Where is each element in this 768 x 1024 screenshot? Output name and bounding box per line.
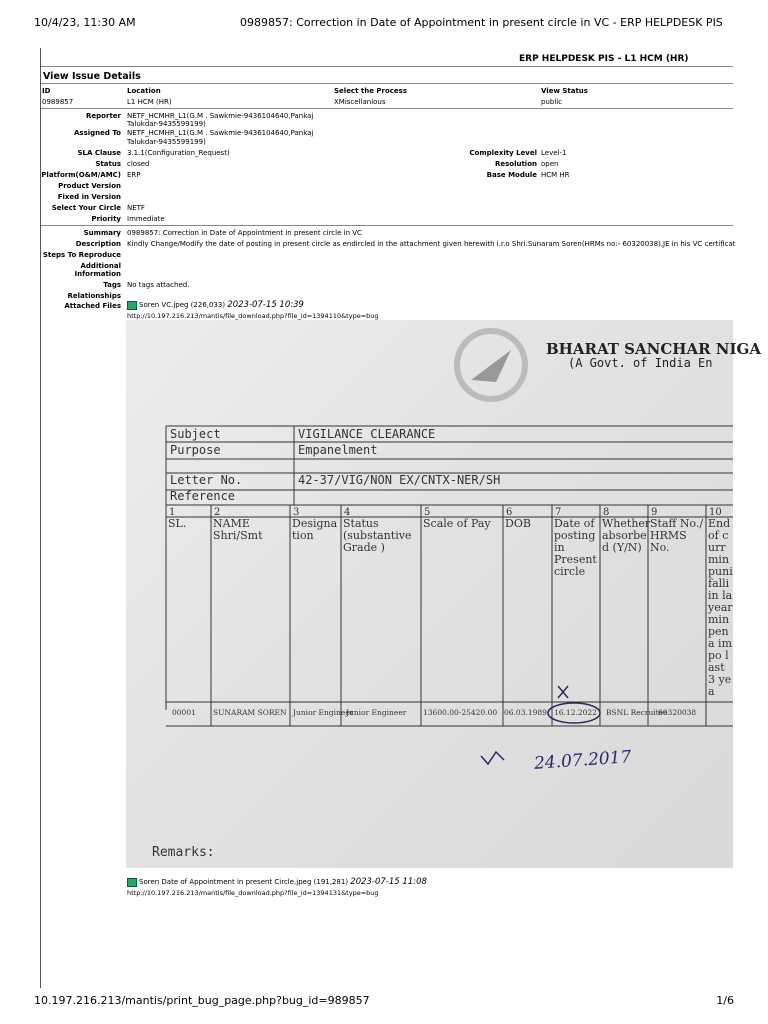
base-module-value: HCM HR: [541, 171, 570, 179]
row-cell: Junior Engineer: [346, 708, 407, 717]
issue-id: 0989857: [42, 98, 74, 106]
col-number: 7: [555, 507, 562, 518]
platform-label: Platform(O&M/AMC): [41, 171, 121, 179]
row-cell: 16.12.2022: [554, 708, 597, 717]
subject-label: Subject: [170, 427, 221, 441]
helpdesk-title: ERP HELPDESK PIS - L1 HCM (HR): [519, 54, 689, 64]
header-cell: Designa tion: [292, 517, 338, 542]
col-number: 4: [344, 507, 351, 518]
col-number: 8: [603, 507, 610, 518]
issue-view-status: public: [541, 98, 563, 106]
relationships-label: Relationships: [67, 292, 121, 300]
sla-label: SLA Clause: [77, 149, 121, 157]
image-file-icon: [127, 301, 137, 310]
divider: [41, 108, 733, 109]
resolution-label: Resolution: [494, 160, 537, 168]
row-cell: 06.03.1989: [504, 708, 547, 717]
page-number: 1/6: [716, 994, 734, 1007]
col-number: 10: [709, 507, 722, 518]
platform-value: ERP: [127, 171, 141, 179]
view-status-header: View Status: [541, 87, 588, 95]
description-label: Description: [75, 240, 121, 248]
assigned-value-1: NETF_HCMHR_L1(G.M . Sawkmie-9436104640,Pankaj: [127, 129, 314, 137]
reporter-value-2: Talukdar-9435599199): [127, 120, 206, 128]
additional-label-2: Information: [74, 270, 121, 278]
handwritten-date: 24.07.2017: [533, 747, 632, 774]
header-cell: End of curr min puni falli in la year min pena impo last 3 yea: [708, 517, 733, 698]
print-page-title: 0989857: Correction in Date of Appointment in present circle in VC - ERP HELPDESK PIS: [240, 16, 723, 29]
process-header: Select the Process: [334, 87, 408, 95]
subject-value: VIGILANCE CLEARANCE: [298, 427, 436, 441]
purpose-label: Purpose: [170, 443, 221, 457]
row-cell: Junior Engineer: [293, 708, 354, 717]
additional-label-1: Additional: [80, 262, 121, 270]
location-header: Location: [127, 87, 161, 95]
attachment-2-timestamp: 2023-07-15 11:08: [350, 877, 427, 887]
summary-value: 0989857: Correction in Date of Appointment in present circle in VC: [127, 229, 362, 237]
divider: [41, 83, 733, 84]
row-cell: 00001: [172, 708, 196, 717]
complexity-label: Complexity Level: [469, 149, 537, 157]
print-header: [34, 16, 734, 30]
row-cell: 60320038: [658, 708, 697, 717]
divider: [41, 225, 733, 226]
bsnl-logo-icon: [457, 331, 525, 399]
attachment-1-image[interactable]: [126, 320, 761, 868]
col-number: 3: [293, 507, 300, 518]
tick-mark: [481, 752, 504, 764]
assigned-value-2: Talukdar-9435599199): [127, 138, 206, 146]
assigned-label: Assigned To: [74, 129, 121, 137]
reporter-value-1: NETF_HCMHR_L1(G.M . Sawkmie-9436104640,Pankaj: [127, 112, 314, 120]
print-datetime: 10/4/23, 11:30 AM: [34, 16, 136, 29]
description-value: Kindly Change/Modify the date of posting in present circle as endircled in the attachment given herewith i.r.o Shri.Sunaram Soren(HRMs no:- 60320038),JE in his VC certificat: [127, 240, 736, 248]
divider: [41, 66, 733, 67]
header-cell: Staff No./ HRMS No.: [650, 517, 704, 554]
col-number: 2: [214, 507, 221, 518]
header-cell: SL.: [168, 517, 187, 530]
header-cell: DOB: [505, 517, 531, 530]
reporter-label: Reporter: [86, 112, 121, 120]
tags-value: No tags attached.: [127, 281, 190, 289]
remarks-label: Remarks:: [152, 845, 215, 860]
priority-label: Priority: [91, 215, 121, 223]
header-cell: Date of posting in Present circle: [554, 517, 597, 578]
vc-document-photo: [126, 320, 761, 868]
view-issue-title: View Issue Details: [43, 71, 141, 82]
image-file-icon: [127, 878, 137, 887]
tags-label: Tags: [103, 281, 121, 289]
reference-label: Reference: [170, 489, 236, 503]
header-cell: NAME Shri/Smt: [213, 517, 263, 542]
letter-value: 42-37/VIG/NON EX/CNTX-NER/SH: [298, 473, 501, 487]
org-subtitle: (A Govt. of India En: [568, 356, 713, 370]
attachment-2-name[interactable]: Soren Date of Appointment in present Circle.jpeg (191,281): [139, 878, 349, 886]
row-cell: BSNL Recruitee: [606, 708, 668, 717]
header-cell: Scale of Pay: [423, 517, 491, 530]
product-version-label: Product Version: [58, 182, 121, 190]
complexity-value: Level-1: [541, 149, 567, 157]
id-header: ID: [42, 87, 51, 95]
attachment-1-name[interactable]: Soren VC.jpeg (226,033): [139, 301, 226, 309]
circle-label: Select Your Circle: [51, 204, 121, 212]
letter-label: Letter No.: [170, 473, 243, 487]
steps-label: Steps To Reproduce: [42, 251, 121, 259]
org-name: BHARAT SANCHAR NIGA: [546, 340, 761, 358]
attached-files-label: Attached Files: [64, 302, 121, 310]
header-cell: Whether absorbe d (Y/N): [602, 517, 651, 554]
issue-process: XMiscellanious: [334, 98, 386, 106]
summary-label: Summary: [83, 229, 121, 237]
issue-location: L1 HCM (HR): [127, 98, 172, 106]
row-cell: SUNARAM SOREN: [213, 708, 287, 717]
base-module-label: Base Module: [486, 171, 537, 179]
attachment-2[interactable]: [127, 877, 427, 887]
purpose-value: Empanelment: [298, 443, 378, 457]
attachment-1-timestamp: 2023-07-15 10:39: [227, 300, 304, 310]
resolution-value: open: [541, 160, 559, 168]
attachment-1[interactable]: [127, 300, 304, 310]
col-number: 5: [424, 507, 431, 518]
print-footer: [34, 994, 734, 1008]
attachment-1-url[interactable]: http://10.197.216.213/mantis/file_download.php?file_id=1394110&type=bug: [127, 312, 379, 320]
priority-value: Immediate: [127, 215, 165, 223]
col-number: 6: [506, 507, 513, 518]
page-url: 10.197.216.213/mantis/print_bug_page.php?bug_id=989857: [34, 994, 370, 1007]
header-cell: Status (substantive Grade ): [343, 517, 412, 554]
col-number: 9: [651, 507, 658, 518]
sla-value: 3.1.1(Configuration_Request): [127, 149, 230, 157]
attachment-2-url[interactable]: http://10.197.216.213/mantis/file_download.php?file_id=1394131&type=bug: [127, 889, 379, 897]
status-value: closed: [127, 160, 150, 168]
fixed-version-label: Fixed in Version: [57, 193, 121, 201]
status-label: Status: [95, 160, 121, 168]
circle-value: NETF: [127, 204, 145, 212]
col-number: 1: [169, 507, 176, 518]
row-cell: 13600.00-25420.00: [423, 708, 498, 717]
